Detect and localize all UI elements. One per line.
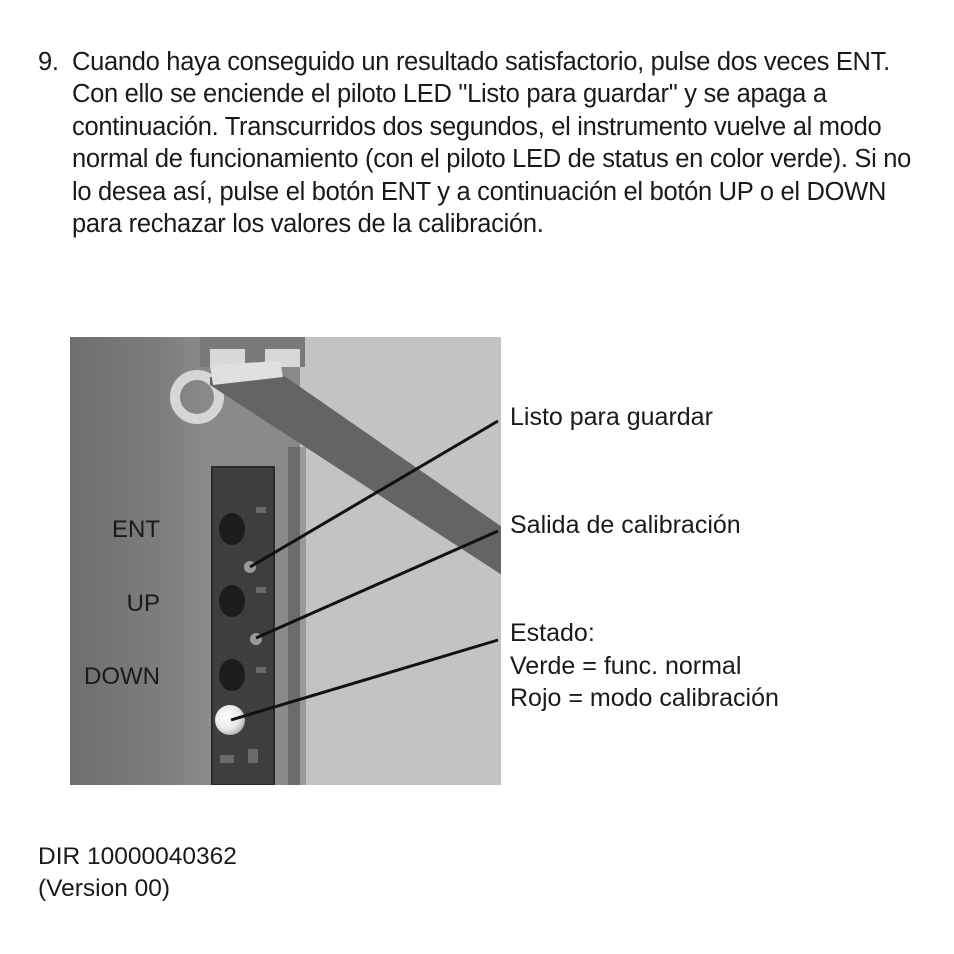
instruction-step: [38, 46, 928, 240]
callout-ready: Listo para guardar: [510, 403, 713, 431]
document-id: DIR 10000040362: [38, 843, 237, 870]
ent-button-label: ENT: [112, 516, 160, 543]
step-text: Cuando haya conseguido un resultado satisfactorio, pulse dos veces ENT. Con ello se enciende el piloto LED "Listo para guardar" y se apaga a continuación. Transcurridos dos segundos, el instrumento vuelve al modo normal de funcionamiento (con el piloto LED de status en color verde). Si no lo desea así, pulse el botón ENT y a continuación el botón UP o el DOWN para rechazar los valores de la calibración.: [72, 48, 912, 239]
up-button-label: UP: [126, 590, 160, 617]
callout-status-title: Estado:: [510, 619, 595, 647]
callout-cal-output: Salida de calibración: [510, 511, 741, 539]
step-number: 9.: [38, 48, 59, 76]
down-button-label: DOWN: [84, 663, 160, 690]
document-reference: [38, 841, 237, 905]
device-photo: [70, 337, 501, 785]
callout-status-green: Verde = func. normal: [510, 651, 742, 680]
document-version: (Version 00): [38, 875, 171, 902]
callout-status-red: Rojo = modo calibración: [510, 684, 779, 712]
callout-status: [510, 617, 779, 715]
